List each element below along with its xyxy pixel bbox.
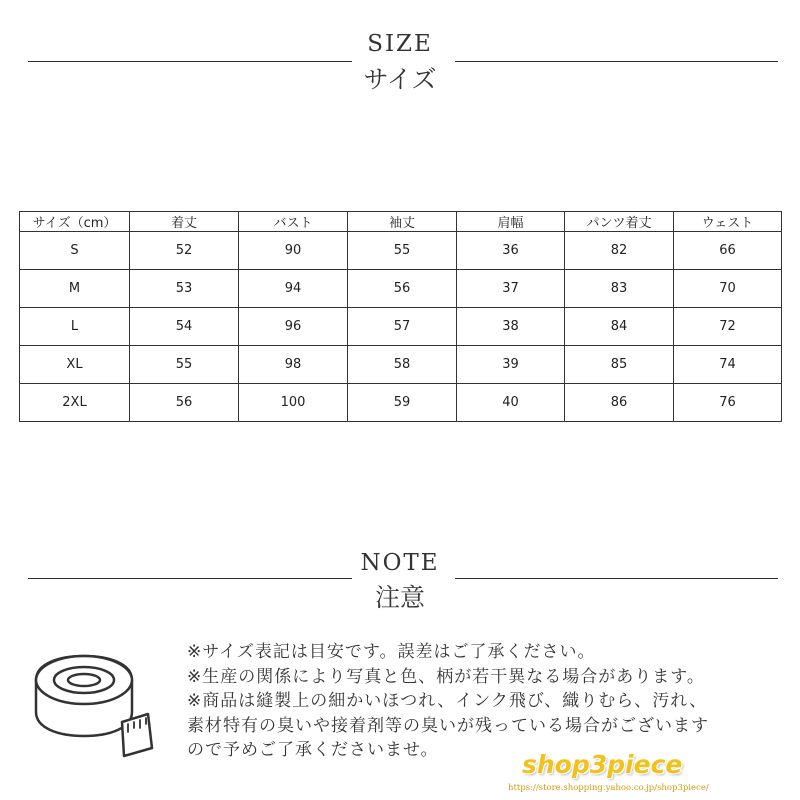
- note-text: [187, 640, 787, 763]
- note-line: ので予めご了承くださいませ。: [187, 740, 439, 761]
- header-length: 着丈: [130, 212, 239, 232]
- size-title-en: SIZE: [367, 31, 433, 57]
- header-shoulder: 肩幅: [457, 212, 565, 232]
- table-cell: 36: [457, 232, 565, 270]
- table-cell: 39: [457, 346, 565, 384]
- note-line: ※サイズ表記は目安です。誤差はご了承ください。: [187, 642, 596, 662]
- table-cell: S: [20, 232, 130, 270]
- table-cell: 100: [239, 384, 348, 422]
- table-cell: 38: [457, 308, 565, 346]
- table-cell: 37: [457, 270, 565, 308]
- table-cell: 70: [674, 270, 782, 308]
- size-table: [19, 211, 782, 422]
- table-cell: 96: [239, 308, 348, 346]
- size-table-header-row: [20, 212, 782, 232]
- table-cell: 53: [130, 270, 239, 308]
- measuring-tape-icon: [28, 652, 156, 762]
- table-row: [20, 308, 782, 346]
- table-row: [20, 232, 782, 270]
- note-line: 素材特有の臭いや接着剤等の臭いが残っている場合がございます: [187, 715, 709, 736]
- header-size: サイズ（cm）: [20, 212, 130, 232]
- header-pants-length: パンツ着丈: [565, 212, 674, 232]
- shop-watermark: shop3piece: [522, 750, 683, 779]
- note-title-en: NOTE: [360, 550, 440, 576]
- table-cell: 2XL: [20, 384, 130, 422]
- note-title-jp: 注意: [374, 583, 425, 612]
- note-line: ※生産の関係により写真と色、柄が若干異なる場合があります。: [187, 666, 705, 687]
- table-cell: 90: [239, 232, 348, 270]
- table-cell: 82: [565, 232, 674, 270]
- shop-watermark-url: https://store.shopping.yahoo.co.jp/shop3piece/: [508, 783, 709, 793]
- table-cell: 56: [348, 270, 457, 308]
- table-cell: 76: [674, 384, 782, 422]
- table-cell: 86: [565, 384, 674, 422]
- table-row: [20, 270, 782, 308]
- table-cell: 58: [348, 346, 457, 384]
- table-cell: 74: [674, 346, 782, 384]
- table-cell: 59: [348, 384, 457, 422]
- table-cell: 52: [130, 232, 239, 270]
- table-cell: 83: [565, 270, 674, 308]
- table-cell: M: [20, 270, 130, 308]
- table-cell: 56: [130, 384, 239, 422]
- table-row: [20, 384, 782, 422]
- table-cell: 55: [130, 346, 239, 384]
- header-waist: ウェスト: [674, 212, 782, 232]
- table-cell: 84: [565, 308, 674, 346]
- header-bust: バスト: [239, 212, 348, 232]
- table-cell: 40: [457, 384, 565, 422]
- table-cell: 55: [348, 232, 457, 270]
- note-line: ※商品は縫製上の細かいほつれ、インク飛び、織りむら、汚れ、: [187, 691, 708, 712]
- header-sleeve: 袖丈: [348, 212, 457, 232]
- table-cell: L: [20, 308, 130, 346]
- table-cell: 57: [348, 308, 457, 346]
- table-cell: XL: [20, 346, 130, 384]
- table-cell: 66: [674, 232, 782, 270]
- table-cell: 72: [674, 308, 782, 346]
- table-cell: 98: [239, 346, 348, 384]
- table-cell: 54: [130, 308, 239, 346]
- table-cell: 85: [565, 346, 674, 384]
- table-cell: 94: [239, 270, 348, 308]
- table-row: [20, 346, 782, 384]
- size-title-jp: サイズ: [363, 65, 437, 94]
